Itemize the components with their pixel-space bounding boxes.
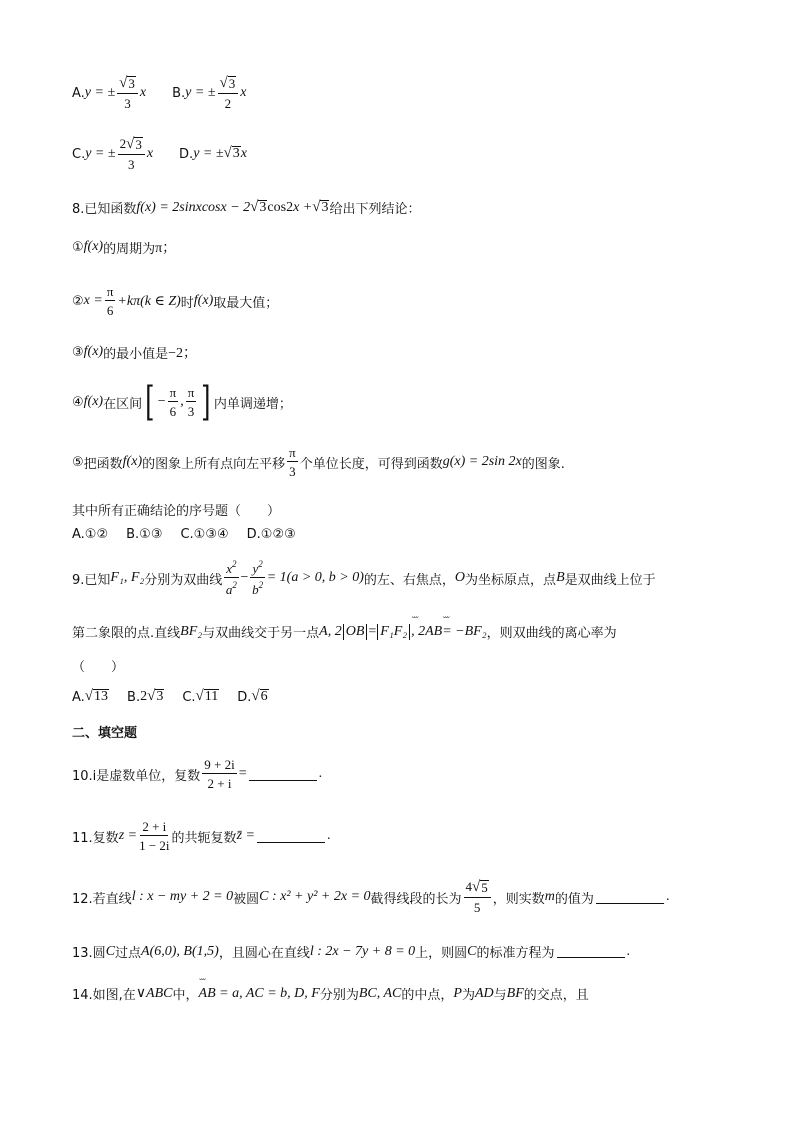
answer-blank[interactable] [257,830,325,843]
option-label: B. [172,85,186,101]
option-a[interactable]: A.①② [72,527,109,542]
q9-line1: 9.已知 F₁, F₂ 分别为双曲线 $\frac{x^2}{a^2}$ − $\frac{y^2}{b^2}$ = 1(a > 0, b > 0) 的左、右焦点， O 为坐标原点，点 B 是双曲线上位于 [72,559,656,597]
option-d[interactable]: D.①②③ [246,527,296,542]
q7-options-row1: A. y = ± √ 3 3 x B. y = ± √ 3 2 x [72,75,247,111]
option-b[interactable]: B.①③ [126,527,163,542]
q7-options-row2: C. y = ± 2 √ 3 3 x D. y = ± √ 3 x [72,136,247,172]
q8-claim-2: ② x = $\frac{\pi}{6}$ +kπ(k ∈ Z) 时 f(x) 取最大值； [72,284,279,318]
option-c[interactable]: C. [182,689,196,705]
section-title: 二、填空题 [72,726,138,741]
q9-options: A. √ 13 B. 2 √ 3 C. √ 11 D. √ 6 [72,688,268,705]
fraction: √ 3 3 [117,76,138,110]
option-d[interactable]: D. [237,689,252,705]
option-b[interactable]: B. [127,689,141,705]
q13: 13.圆 C 过点 A(6,0), B(1,5) ，且圆心在直线 l : 2x − 7y + 8 = 0 上，则圆 C 的标准方程为 . [72,943,631,961]
q8-options [72,527,296,542]
q9-line2: 第二象限的点.直线 BF₂ 与双曲线交于另一点 A, 2 OB = F₁F₂ ˘˘˘ , 2AB ˘˘˘ = −BF₂ ，则双曲线的离心率为 [72,622,617,641]
q11: 11.复数 z = $\frac{2 + i}{1 - 2i}$ 的共轭复数 z̄ = . [72,819,331,853]
q9-line3: （ ） [72,660,125,675]
q8-claim-1: ① f(x) 的周期为 π； [72,239,177,257]
q8-stem: 8.已知函数 f(x) = 2sinxcosx − 2 √ 3 cos 2 x + √ 3 给出下列结论： [72,198,421,217]
fraction: 2 √ 3 3 [118,137,145,171]
option-c[interactable]: C.①③④ [180,527,229,542]
fraction: √ 3 2 [218,76,239,110]
q8-ask: 其中所有正确结论的序号题（ ） [72,504,281,519]
answer-blank[interactable] [596,891,664,904]
option-label: C. [72,146,86,162]
option-label: D. [179,146,194,162]
q8-claim-5: ⑤ 把函数 f(x) 的图象上所有点向左平移 $\frac{\pi}{3}$ 个单位长度，可得到函数 g(x) = 2sin 2x 的图象. [72,445,565,479]
option-label: A. [72,85,85,101]
q8-claim-4: ④ f(x) 在区间 [ − $\frac{\pi}{6}$ , $\frac{\pi}{3}$ ] 内单调递增； [72,379,292,425]
sqrt: √ 3 [223,145,240,162]
answer-blank[interactable] [249,768,317,781]
q12: 12.若直线 l : x − my + 2 = 0 被圆 C : x² + y² + 2x = 0 截得线段的长为 4 √ 5 5 ，则实数 m 的值为 . [72,879,670,915]
q10: 10.i是虚数单位，复数 $\frac{9 + 2i}{2 + i}$ = . [72,757,323,791]
option-a[interactable]: A. [72,689,85,705]
answer-blank[interactable] [557,945,625,958]
q8-claim-3: ③ f(x) 的最小值是 −2； [72,344,198,362]
q14: 14.如图,在 ∨ABC 中， ˘˘˘ AB = a, AC = b, D, F 分别为 BC, AC 的中点， P 为 AD 与 BF 的交点，且 [72,984,589,1003]
